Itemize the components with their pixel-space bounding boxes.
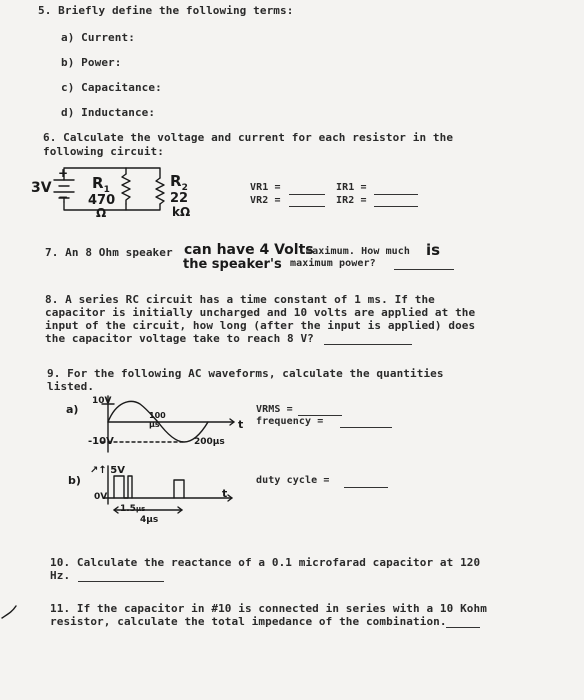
q11-answer-line[interactable] [446, 627, 480, 628]
q6-r2-label: $R_2$ [170, 172, 188, 193]
q9b-duty-cycle-answer-line[interactable] [344, 487, 388, 488]
q9b-period: 4μs [140, 515, 159, 525]
q11-line2: resistor, calculate the total impedance of the combination. [50, 615, 447, 628]
q9a-frequency-answer-line[interactable] [340, 427, 392, 428]
q9a-label: a) [66, 403, 79, 416]
q7-line2-print: maximum power? [290, 258, 376, 269]
q5-item-d: d) Inductance: [61, 106, 156, 119]
q7-line2-handwritten: the speaker's [183, 257, 282, 272]
q9-line2: listed. [47, 380, 95, 393]
q9a-v-bottom: -10V [88, 436, 114, 447]
q6-vr2-label: VR2 = [250, 195, 281, 206]
q6-r1-unit: Ω [96, 206, 107, 220]
q9b-duty-cycle-label: duty cycle = [256, 475, 330, 486]
q6-r2-value: 22 [170, 191, 189, 206]
q7-line1-handwritten2: is [426, 241, 441, 259]
q5-item-c: c) Capacitance: [61, 81, 162, 94]
q5-title: 5. Briefly define the following terms: [38, 4, 294, 17]
q10-line2: Hz. [50, 569, 71, 582]
q6-source-voltage: 3V [31, 180, 52, 196]
q6-ir1-answer-line[interactable] [374, 194, 418, 195]
q7-line1-print2: maximum. How much [306, 246, 411, 257]
q6-ir2-label: IR2 = [336, 195, 367, 206]
q9b-v-zero: 0V [94, 492, 108, 502]
q7-line1-handwritten: can have 4 Volts [184, 242, 314, 258]
q8-line1: 8. A series RC circuit has a time constant of 1 ms. If the [45, 293, 435, 306]
q5-item-b: b) Power: [61, 56, 122, 69]
q6-line1: 6. Calculate the voltage and current for each resistor in the [43, 131, 454, 144]
q7-answer-line[interactable] [394, 269, 454, 270]
q9-line1: 9. For the following AC waveforms, calculate the quantities [47, 367, 444, 380]
margin-pen-mark [0, 604, 20, 624]
q6-r2-unit: kΩ [172, 205, 191, 219]
q6-vr1-label: VR1 = [250, 182, 281, 193]
q9b-t-axis: t [222, 487, 228, 500]
q6-ir2-answer-line[interactable] [374, 206, 418, 207]
q6-vr2-answer-line[interactable] [289, 206, 325, 207]
q6-vr1-answer-line[interactable] [289, 194, 325, 195]
q9b-label: b) [68, 474, 81, 487]
q11-line1: 11. If the capacitor in #10 is connected in series with a 10 Kohm [50, 602, 487, 615]
q9b-pulse-width: 1.5μs [120, 504, 146, 514]
q9a-t2: 200μs [194, 437, 225, 447]
q9b-v-top: ↗↑ 5V [90, 465, 125, 476]
q8-line2: capacitor is initially uncharged and 10 volts are applied at the [45, 306, 476, 319]
q6-line2: following circuit: [43, 145, 165, 158]
q7-line1-print: 7. An 8 Ohm speaker [45, 246, 173, 259]
q9a-frequency-label: frequency = [256, 416, 324, 427]
q6-r1-value: 470 [88, 193, 116, 208]
q9a-vrms-label: VRMS = [256, 404, 293, 415]
q8-line4: the capacitor voltage take to reach 8 V? [45, 332, 314, 345]
q6-ir1-label: IR1 = [336, 182, 367, 193]
q5-item-a: a) Current: [61, 31, 135, 44]
q10-line1: 10. Calculate the reactance of a 0.1 microfarad capacitor at 120 [50, 556, 481, 569]
q6-r1-label: $R_1$ [92, 174, 110, 195]
q6-battery-minus: − [58, 190, 69, 204]
q6-battery-plus: + [58, 166, 69, 180]
q9a-t-axis: t [238, 418, 244, 431]
q8-line3: input of the circuit, how long (after the input is applied) does [45, 319, 476, 332]
q8-answer-line[interactable] [324, 344, 412, 345]
q9a-t1: 100 μs [149, 411, 166, 429]
q10-answer-line[interactable] [78, 581, 164, 582]
q9a-v-top: 10V [92, 396, 112, 406]
